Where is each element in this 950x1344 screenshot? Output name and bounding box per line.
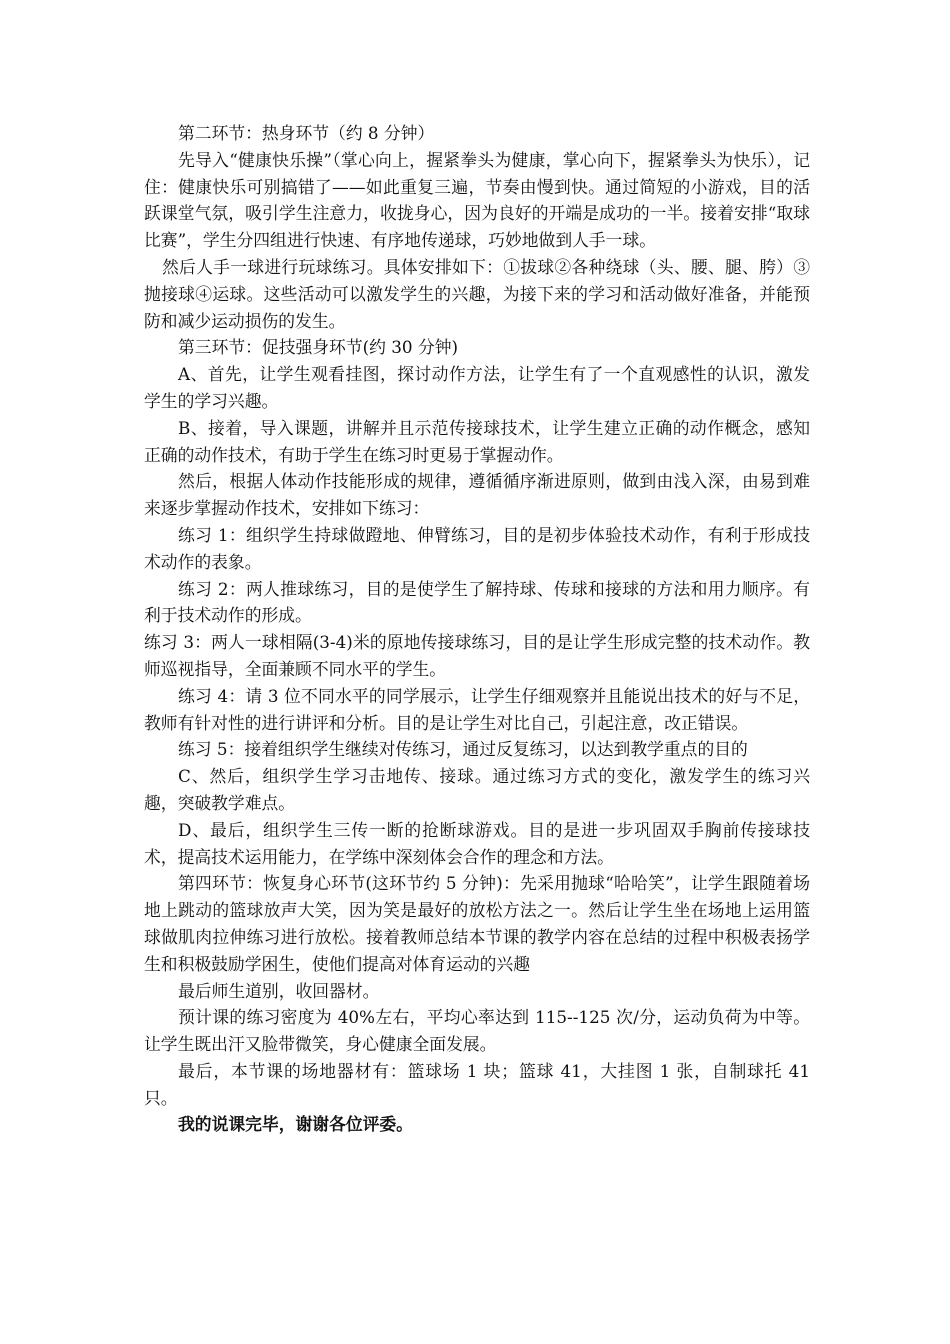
paragraph-farewell: 最后师生道别，收回器材。 [178, 980, 380, 1001]
paragraph-health-exercise: 先导入“健康快乐操”（掌心向上，握紧拳头为健康，掌心向下，握紧拳头为快乐），记住：健康快乐可别搞错了——如此重复三遍，节奏由慢到快。通过简短的小游戏，目的活跃课堂气氛，吸引学生注意力，收拢身心，因为良好的开端是成功的一半。接着安排“取球比赛”，学生分四组进行快速、有序地传递球，巧妙地做到人手一球。 [144, 149, 810, 251]
section-heading-skills: 第三环节：促技强身环节(约 30 分钟) [178, 337, 459, 358]
paragraph-step-a: A、首先，让学生观看挂图，探讨动作方法，让学生有了一个直观感性的认识，激发学生的学习兴趣。 [144, 364, 810, 411]
paragraph-exercise-5: 练习 5：接着组织学生继续对传练习，通过反复练习，以达到教学重点的目的 [178, 739, 748, 760]
paragraph-then: 然后，根据人体动作技能形成的规律，遵循循序渐进原则，做到由浅入深，由易到难来逐步掌握动作技术，安排如下练习： [144, 471, 810, 519]
paragraph-density: 预计课的练习密度为 40%左右，平均心率达到 115--125 次/分，运动负荷为中等。让学生既出汗又脸带微笑，身心健康全面发展。 [144, 1007, 810, 1055]
document-page [144, 120, 810, 1138]
paragraph-ball-play: 然后人手一球进行玩球练习。具体安排如下：①拔球②各种绕球（头、腰、腿、胯）③抛接球④运球。这些活动可以激发学生的兴趣，为接下来的学习和活动做好准备，并能预防和减少运动损伤的发生。 [144, 256, 810, 331]
section-heading-recovery: 第四环节：恢复身心环节(这环节约 5 分钟)：先采用抛球“哈哈笑”，让学生跟随着场地上跳动的篮球放声大笑，因为笑是最好的放松方法之一。然后让学生坐在场地上运用篮球做肌肉拉伸练习进行放松。接着教师总结本节课的教学内容在总结的过程中积极表扬学生和积极鼓励学困生，使他们提高对体育运动的兴趣 [144, 873, 810, 974]
paragraph-step-b: B、接着，导入课题，讲解并且示范传接球技术，让学生建立正确的动作概念，感知正确的动作技术，有助于学生在练习时更易于掌握动作。 [144, 417, 810, 465]
paragraph-exercise-2: 练习 2：两人推球练习，目的是使学生了解持球、传球和接球的方法和用力顺序。有利于技术动作的形成。 [144, 578, 810, 626]
section-heading-warmup: 第二环节：热身环节（约 8 分钟） [178, 123, 435, 143]
paragraph-step-c: C、然后，组织学生学习击地传、接球。通过练习方式的变化，激发学生的练习兴趣，突破教学难点。 [144, 766, 810, 813]
paragraph-step-d: D、最后，组织学生三传一断的抢断球游戏。目的是进一步巩固双手胸前传接球技术，提高技术运用能力，在学练中深刻体会合作的理念和方法。 [144, 819, 810, 867]
paragraph-exercise-3: 练习 3：两人一球相隔(3-4)米的原地传接球练习，目的是让学生形成完整的技术动作。教师巡视指导，全面兼顾不同水平的学生。 [144, 632, 810, 679]
paragraph-equipment: 最后，本节课的场地器材有：篮球场 1 块；篮球 41，大挂图 1 张，自制球托 41 只。 [144, 1060, 810, 1108]
paragraph-exercise-1: 练习 1：组织学生持球做蹬地、伸臂练习，目的是初步体验技术动作，有利于形成技术动作的表象。 [144, 524, 810, 572]
closing-statement: 我的说课完毕，谢谢各位评委。 [178, 1114, 413, 1135]
paragraph-exercise-4: 练习 4：请 3 位不同水平的同学展示，让学生仔细观察并且能说出技术的好与不足，教师有针对性的进行讲评和分析。目的是让学生对比自己，引起注意，改正错误。 [144, 685, 810, 733]
